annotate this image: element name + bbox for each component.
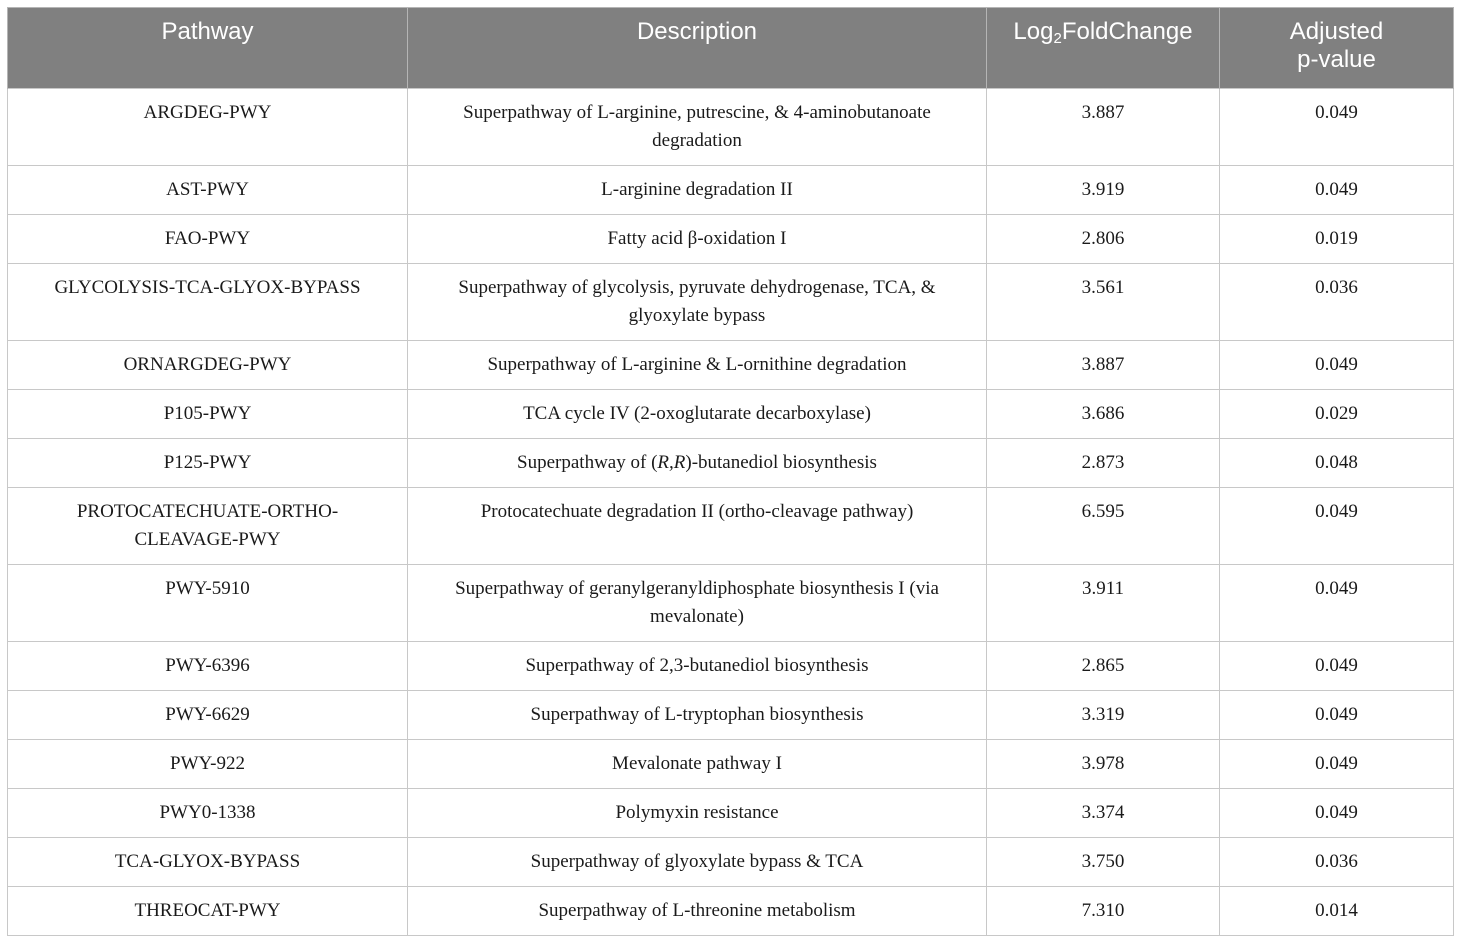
pathway-table xyxy=(7,7,1454,936)
cell-log2foldchange: 3.978 xyxy=(987,740,1220,789)
cell-pathway: ORNARGDEG-PWY xyxy=(8,341,408,390)
cell-adjusted-p-value: 0.049 xyxy=(1220,740,1454,789)
cell-pathway: THREOCAT-PWY xyxy=(8,887,408,936)
cell-pathway: PROTOCATECHUATE-ORTHO-CLEAVAGE-PWY xyxy=(8,488,408,565)
table-row xyxy=(8,838,1454,887)
header-pathway: Pathway xyxy=(8,8,408,89)
cell-description: Superpathway of L-threonine metabolism xyxy=(408,887,987,936)
cell-log2foldchange: 2.806 xyxy=(987,215,1220,264)
header-log2foldchange: Log$_2$FoldChange xyxy=(987,8,1220,89)
cell-adjusted-p-value: 0.049 xyxy=(1220,691,1454,740)
cell-description: Superpathway of (R,R)-butanediol biosynthesis xyxy=(408,439,987,488)
cell-log2foldchange: 3.319 xyxy=(987,691,1220,740)
cell-adjusted-p-value: 0.049 xyxy=(1220,89,1454,166)
table-row xyxy=(8,264,1454,341)
cell-log2foldchange: 3.374 xyxy=(987,789,1220,838)
cell-adjusted-p-value: 0.049 xyxy=(1220,789,1454,838)
cell-description: Superpathway of glycolysis, pyruvate dehydrogenase, TCA, & glyoxylate bypass xyxy=(408,264,987,341)
cell-adjusted-p-value: 0.014 xyxy=(1220,887,1454,936)
cell-adjusted-p-value: 0.049 xyxy=(1220,565,1454,642)
cell-pathway: P105-PWY xyxy=(8,390,408,439)
cell-log2foldchange: 3.561 xyxy=(987,264,1220,341)
cell-log2foldchange: 3.887 xyxy=(987,89,1220,166)
table-header xyxy=(8,8,1454,89)
cell-adjusted-p-value: 0.036 xyxy=(1220,264,1454,341)
table-row xyxy=(8,166,1454,215)
cell-pathway: GLYCOLYSIS-TCA-GLYOX-BYPASS xyxy=(8,264,408,341)
cell-adjusted-p-value: 0.019 xyxy=(1220,215,1454,264)
table-row xyxy=(8,887,1454,936)
cell-adjusted-p-value: 0.049 xyxy=(1220,642,1454,691)
cell-description: Polymyxin resistance xyxy=(408,789,987,838)
cell-description: Fatty acid β-oxidation I xyxy=(408,215,987,264)
cell-description: Superpathway of geranylgeranyldiphosphate biosynthesis I (via mevalonate) xyxy=(408,565,987,642)
cell-description: Superpathway of glyoxylate bypass & TCA xyxy=(408,838,987,887)
cell-description: Mevalonate pathway I xyxy=(408,740,987,789)
cell-log2foldchange: 2.873 xyxy=(987,439,1220,488)
cell-description: Superpathway of L-arginine & L-ornithine degradation xyxy=(408,341,987,390)
table-row xyxy=(8,642,1454,691)
cell-pathway: PWY-6396 xyxy=(8,642,408,691)
table-row xyxy=(8,341,1454,390)
cell-log2foldchange: 3.919 xyxy=(987,166,1220,215)
cell-pathway: PWY-5910 xyxy=(8,565,408,642)
cell-pathway: PWY-922 xyxy=(8,740,408,789)
cell-log2foldchange: 3.911 xyxy=(987,565,1220,642)
cell-adjusted-p-value: 0.049 xyxy=(1220,166,1454,215)
header-description: Description xyxy=(408,8,987,89)
cell-log2foldchange: 7.310 xyxy=(987,887,1220,936)
table-row xyxy=(8,488,1454,565)
cell-description: Superpathway of L-arginine, putrescine, & 4-aminobutanoate degradation xyxy=(408,89,987,166)
cell-log2foldchange: 3.686 xyxy=(987,390,1220,439)
cell-pathway: PWY0-1338 xyxy=(8,789,408,838)
pathway-table-container xyxy=(7,7,1453,936)
cell-log2foldchange: 3.887 xyxy=(987,341,1220,390)
cell-description: Protocatechuate degradation II (ortho-cleavage pathway) xyxy=(408,488,987,565)
cell-description: Superpathway of 2,3-butanediol biosynthesis xyxy=(408,642,987,691)
cell-description: TCA cycle IV (2-oxoglutarate decarboxylase) xyxy=(408,390,987,439)
cell-pathway: PWY-6629 xyxy=(8,691,408,740)
cell-adjusted-p-value: 0.049 xyxy=(1220,341,1454,390)
table-row xyxy=(8,89,1454,166)
header-row xyxy=(8,8,1454,89)
header-adjusted-p-value: Adjusted p-value xyxy=(1220,8,1454,89)
table-row xyxy=(8,789,1454,838)
cell-pathway: AST-PWY xyxy=(8,166,408,215)
table-row xyxy=(8,215,1454,264)
cell-description: L-arginine degradation II xyxy=(408,166,987,215)
cell-adjusted-p-value: 0.049 xyxy=(1220,488,1454,565)
cell-log2foldchange: 2.865 xyxy=(987,642,1220,691)
table-row xyxy=(8,439,1454,488)
table-row xyxy=(8,691,1454,740)
table-row xyxy=(8,740,1454,789)
table-body xyxy=(8,89,1454,936)
cell-pathway: ARGDEG-PWY xyxy=(8,89,408,166)
table-row xyxy=(8,565,1454,642)
cell-description: Superpathway of L-tryptophan biosynthesis xyxy=(408,691,987,740)
cell-pathway: P125-PWY xyxy=(8,439,408,488)
cell-log2foldchange: 3.750 xyxy=(987,838,1220,887)
cell-adjusted-p-value: 0.048 xyxy=(1220,439,1454,488)
cell-pathway: TCA-GLYOX-BYPASS xyxy=(8,838,408,887)
cell-log2foldchange: 6.595 xyxy=(987,488,1220,565)
cell-adjusted-p-value: 0.036 xyxy=(1220,838,1454,887)
cell-adjusted-p-value: 0.029 xyxy=(1220,390,1454,439)
cell-pathway: FAO-PWY xyxy=(8,215,408,264)
table-row xyxy=(8,390,1454,439)
